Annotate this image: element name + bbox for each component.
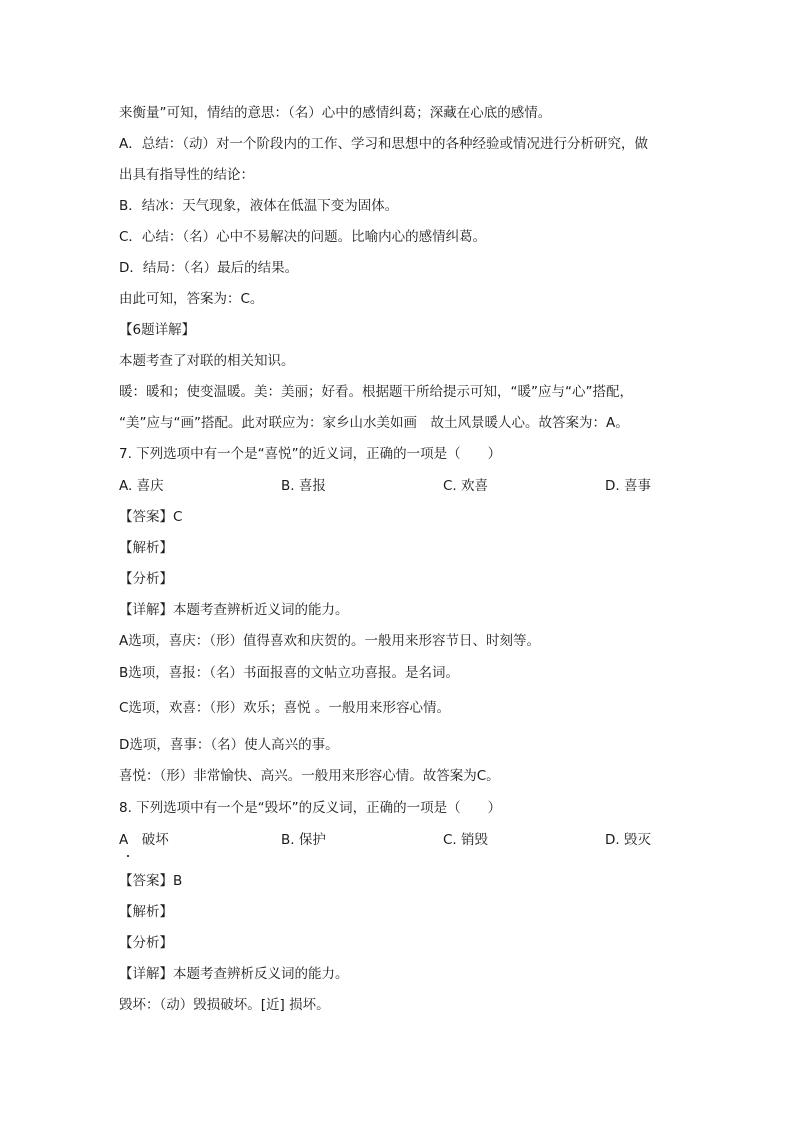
text-line: 本题考查了对联的相关知识。 xyxy=(119,353,295,369)
answer-label: 【答案】B xyxy=(119,873,183,889)
text-line: D选项，喜事：（名）使人高兴的事。 xyxy=(119,737,339,753)
q7-option-d: D. 喜事 xyxy=(605,478,651,494)
question-7: 7. 下列选项中有一个是“喜悦”的近义词，正确的一项是（ ） xyxy=(119,446,502,462)
analysis-label: 【解析】 xyxy=(119,540,173,556)
answer-label: 【答案】C xyxy=(119,509,183,525)
text-line: 由此可知，答案为：C。 xyxy=(119,291,264,307)
question-8: 8. 下列选项中有一个是“毁坏”的反义词，正确的一项是（ ） xyxy=(119,800,502,816)
q8-option-a: A 破坏 xyxy=(119,832,169,848)
q7-option-b: B. 喜报 xyxy=(281,478,326,494)
text-line: 来衡量”可知，情结的意思：（名）心中的感情纠葛；深藏在心底的感情。 xyxy=(119,105,552,121)
text-line: A．总结：（动）对一个阶段内的工作、学习和思想中的各种经验或情况进行分析研究，做 xyxy=(119,136,648,152)
text-line: C选项，欢喜：（形）欢乐；喜悦 。一般用来形容心情。 xyxy=(119,700,450,716)
q7-option-c: C. 欢喜 xyxy=(443,478,489,494)
analysis-label: 【分析】 xyxy=(119,935,173,951)
text-line: 喜悦：（形）非常愉快、高兴。一般用来形容心情。故答案为C。 xyxy=(119,768,500,784)
section-heading: 【6题详解】 xyxy=(119,322,196,338)
analysis-label: 【分析】 xyxy=(119,571,173,587)
q7-option-a: A. 喜庆 xyxy=(119,478,164,494)
detail-label: 【详解】本题考查辨析反义词的能力。 xyxy=(119,966,349,982)
q8-option-c: C. 销毁 xyxy=(443,832,489,848)
stray-mark xyxy=(127,855,129,857)
text-line: “美”应与“画”搭配。此对联应为：家乡山水美如画 故土风景暖人心。故答案为：A。 xyxy=(119,415,629,431)
text-line: B．结冰：天气现象，液体在低温下变为固体。 xyxy=(119,198,399,214)
text-line: B选项，喜报：（名）书面报喜的文帖立功喜报。是名词。 xyxy=(119,665,460,681)
q8-option-b: B. 保护 xyxy=(281,832,326,848)
analysis-label: 【解析】 xyxy=(119,904,173,920)
q8-option-d: D. 毁灭 xyxy=(605,832,651,848)
text-line: A选项，喜庆：（形）值得喜欢和庆贺的。一般用来形容节日、时刻等。 xyxy=(119,633,540,649)
text-line: 出具有指导性的结论： xyxy=(119,167,254,183)
text-line: C．心结：（名）心中不易解决的问题。比喻内心的感情纠葛。 xyxy=(119,229,487,245)
text-line: 毁坏：（动）毁损破坏。[近] 损坏。 xyxy=(119,997,330,1013)
text-line: D．结局：（名）最后的结果。 xyxy=(119,260,299,276)
text-line: 暖：暖和；使变温暖。美：美丽；好看。根据题干所给提示可知，“暖”应与“心”搭配， xyxy=(119,384,633,400)
detail-label: 【详解】本题考查辨析近义词的能力。 xyxy=(119,602,349,618)
